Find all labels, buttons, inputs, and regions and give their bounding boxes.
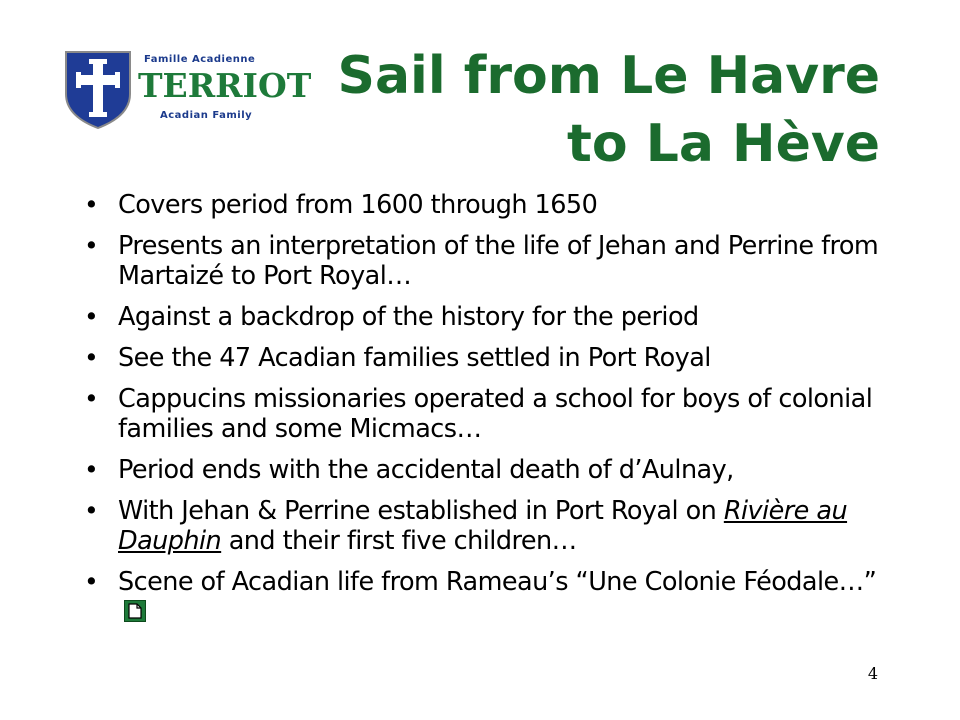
terriot-logo [64, 50, 312, 132]
riviere-au-dauphin-text: Rivière au Dauphin [118, 496, 848, 556]
bullet-item [84, 496, 894, 556]
slide-title-line-1: Sail from Le Havre [337, 46, 880, 106]
document-icon[interactable] [124, 600, 146, 622]
bullet-text: Against a backdrop of the history for the period [118, 302, 699, 332]
page-number: 4 [867, 664, 878, 683]
bullet-text: Cappucins missionaries operated a school for boys of colonial families and some Micmacs… [118, 384, 873, 444]
shield-cross-icon [64, 50, 132, 130]
logo-top-text: Famille Acadienne [144, 54, 256, 65]
bullet-text: Presents an interpretation of the life of Jehan and Perrine from Martaizé to Port Royal… [118, 231, 879, 291]
bullet-item [84, 343, 894, 373]
bullet-item [84, 567, 894, 627]
bullet-item [84, 384, 894, 444]
bullet-item [84, 190, 894, 220]
slide-title [338, 42, 881, 178]
bullet-text: Scene of Acadian life from Rameau’s “Une Colonie Féodale…” [118, 567, 877, 597]
bullet-text: Covers period from 1600 through 1650 [118, 190, 598, 220]
bullet-item [84, 455, 894, 485]
slide-title-line-2: to La Hève [567, 114, 880, 174]
bullet-text-after: and their first five children… [221, 526, 577, 556]
bullet-item [84, 231, 894, 291]
bullet-text-before: With Jehan & Perrine established in Port Royal on [118, 496, 724, 526]
bullet-item [84, 302, 894, 332]
logo-main-text: TERRIOT [138, 66, 312, 105]
logo-bottom-text: Acadian Family [160, 110, 253, 121]
bullet-text: Period ends with the accidental death of d’Aulnay, [118, 455, 734, 485]
bullet-list [84, 190, 894, 638]
bullet-text: See the 47 Acadian families settled in Port Royal [118, 343, 711, 373]
